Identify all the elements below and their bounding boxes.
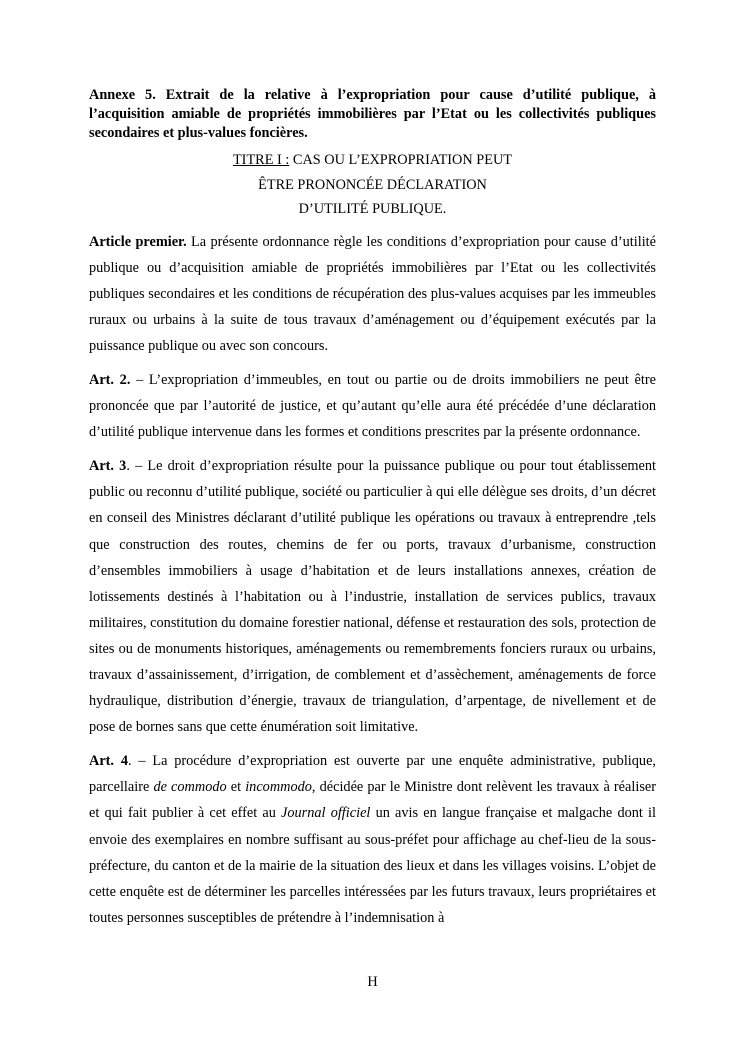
article-text: . – La procédure d’expropriation est ouverte par une enquête administrative, publique, parcellaire (89, 753, 656, 796)
article-text: – L’expropriation d’immeubles, en tout ou partie ou de droits immobiliers ne peut être prononcée que par l’autorité de justice, et qu’autant qu’elle aura été précédée d’une déclaration d’utilité publique intervenue dans les formes et conditions prescrites par la présente ordonnance. (89, 371, 656, 441)
title-line-1 (89, 148, 656, 173)
title-line-3: D’UTILITÉ PUBLIQUE. (298, 201, 447, 217)
article-label: Art. 4 (89, 753, 128, 770)
article-premier (89, 229, 656, 359)
title-prefix: TITRE I : (232, 152, 290, 168)
article-italic-text: incommodo (245, 779, 312, 796)
article-2 (89, 367, 656, 445)
article-text: . – Le droit d’expropriation résulte pour la puissance publique ou pour tout établissement public ou reconnu d’utilité publique, société ou particulier à qui elle délègue ses droits, d’un décret en conseil des Ministres déclarant d’utilité publique les opérations ou travaux à entreprendre ,tels que construction des routes, chemins de fer ou ports, travaux d’urbanisme, construction d’ensembles immobiliers à usage d’habitation et de leurs installations annexes, création de lotissements destinés à l’habitation ou à l’industrie, installation de services publics, travaux militaires, constitution du domaine forestier national, défense et restauration des sols, protection de sites ou de monuments historiques, aménagements ou remembrements fonciers ruraux ou urbains, travaux d’assainissement, d’irrigation, de comblement et d’assèchement, aménagements de force hydraulique, distribution d’énergie, travaux de triangulation, d’arpentage, de nivellement et de pose de bornes sans que cette énumération soit limitative. (89, 458, 656, 736)
title-block (89, 148, 656, 222)
article-italic-text: de commodo (153, 779, 227, 796)
article-text: et (226, 779, 246, 796)
title-line-2: ÊTRE PRONONCÉE DÉCLARATION (258, 176, 487, 193)
article-text: un avis en langue française et malgache dont il envoie des exemplaires en nombre suffisant au sous-préfet pour affichage au chef-lieu de la sous-préfecture, du canton et de la mairie de la situation des lieux et dans les villages voisins. L’objet de cette enquête est de déterminer les parcelles intéressées par les futurs travaux, leurs propriétaires et toutes personnes susceptibles de prétendre à l’indemnisation à (89, 805, 656, 926)
page-footer-marker: H (367, 974, 378, 990)
article-text: , décidée par le Ministre dont relèvent les travaux à réaliser et qui fait publier à cet effet au (89, 779, 656, 822)
title-line-1-rest: CAS OU L’EXPROPRIATION PEUT (289, 152, 513, 168)
article-label: Art. 3 (89, 458, 127, 475)
annex-heading: Annexe 5. Extrait de la relative à l’expropriation pour cause d’utilité publique, à l’acquisition amiable de propriétés immobilières par l’Etat ou les collectivités publiques secondaires et plus-values foncières. (89, 87, 656, 141)
article-italic-text: Journal officiel (281, 805, 371, 822)
article-4 (89, 748, 656, 931)
article-text: La présente ordonnance règle les conditions d’expropriation pour cause d’utilité publique ou d’acquisition amiable de propriétés immobilières par l’Etat ou les collectivités publiques secondaires et les conditions de récupération des plus-values acquises par les immeubles ruraux ou urbains à la suite de tous travaux d’aménagement ou d’équipement exécutés par la puissance publique ou avec son concours. (89, 233, 656, 354)
article-label: Art. 2. (89, 371, 131, 388)
article-3 (89, 453, 656, 740)
article-label: Article premier. (89, 233, 187, 250)
document-page (89, 86, 656, 939)
